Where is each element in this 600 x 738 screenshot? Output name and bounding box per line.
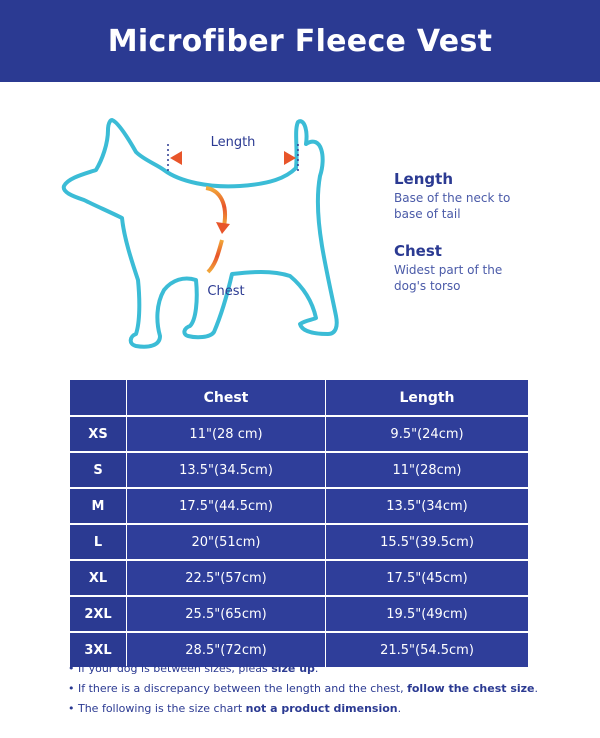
note-item [68, 682, 568, 696]
title-banner [0, 0, 600, 82]
chest-arrow [206, 188, 230, 272]
note-punctuation: . [314, 662, 319, 675]
chest-cell: 11"(28 cm) [126, 416, 325, 451]
length-cell: 15.5"(39.5cm) [325, 524, 528, 559]
note-emphasis: follow the chest size [407, 682, 535, 695]
note-item [68, 662, 568, 676]
chest-cell: 20"(51cm) [126, 524, 325, 559]
length-cell: 11"(28cm) [325, 452, 528, 487]
dog-outline [64, 120, 337, 347]
legend-length-desc-line1: Base of the neck to [394, 191, 511, 205]
size-cell: 2XL [70, 596, 126, 631]
size-cell: S [70, 452, 126, 487]
note-emphasis: not a product dimension [245, 702, 398, 715]
chest-cell: 13.5"(34.5cm) [126, 452, 325, 487]
size-cell: L [70, 524, 126, 559]
note-emphasis: size up [271, 662, 315, 675]
legend-length-term: Length [394, 170, 453, 188]
size-notes [68, 662, 568, 722]
note-text: • If there is a discrepancy between the length and the chest, [68, 682, 408, 695]
table-row [70, 487, 528, 523]
length-cell: 9.5"(24cm) [325, 416, 528, 451]
note-text: • If your dog is between sizes, pleas [68, 662, 272, 675]
note-text: • The following is the size chart [68, 702, 246, 715]
size-cell: M [70, 488, 126, 523]
legend-length-desc [394, 190, 574, 222]
page-title: Microfiber Fleece Vest [107, 23, 493, 59]
note-item [68, 702, 568, 716]
note-punctuation: . [534, 682, 539, 695]
length-diagram-label: Length [210, 135, 256, 150]
chest-diagram-label: Chest [207, 284, 245, 299]
table-header-length: Length [325, 380, 528, 415]
table-row [70, 523, 528, 559]
note-punctuation: . [397, 702, 402, 715]
table-row [70, 415, 528, 451]
length-cell: 17.5"(45cm) [325, 560, 528, 595]
size-cell: XL [70, 560, 126, 595]
size-chart-table [70, 380, 528, 667]
length-cell: 13.5"(34cm) [325, 488, 528, 523]
chest-cell: 28.5"(72cm) [126, 632, 325, 667]
legend-length-desc-line2: base of tail [394, 207, 461, 221]
table-row [70, 559, 528, 595]
legend-chest-term: Chest [394, 242, 442, 260]
legend-chest-desc-line2: dog's torso [394, 279, 461, 293]
size-cell: XS [70, 416, 126, 451]
size-cell: 3XL [70, 632, 126, 667]
length-cell: 19.5"(49cm) [325, 596, 528, 631]
table-row [70, 595, 528, 631]
legend-chest-desc [394, 262, 574, 294]
table-header-size [70, 380, 126, 415]
measurement-legend [394, 170, 574, 294]
chest-cell: 17.5"(44.5cm) [126, 488, 325, 523]
chest-cell: 25.5"(65cm) [126, 596, 325, 631]
chest-cell: 22.5"(57cm) [126, 560, 325, 595]
table-row [70, 451, 528, 487]
legend-chest-desc-line1: Widest part of the [394, 263, 503, 277]
table-header-row [70, 380, 528, 415]
table-header-chest: Chest [126, 380, 325, 415]
length-cell: 21.5"(54.5cm) [325, 632, 528, 667]
length-arrow [170, 151, 296, 165]
